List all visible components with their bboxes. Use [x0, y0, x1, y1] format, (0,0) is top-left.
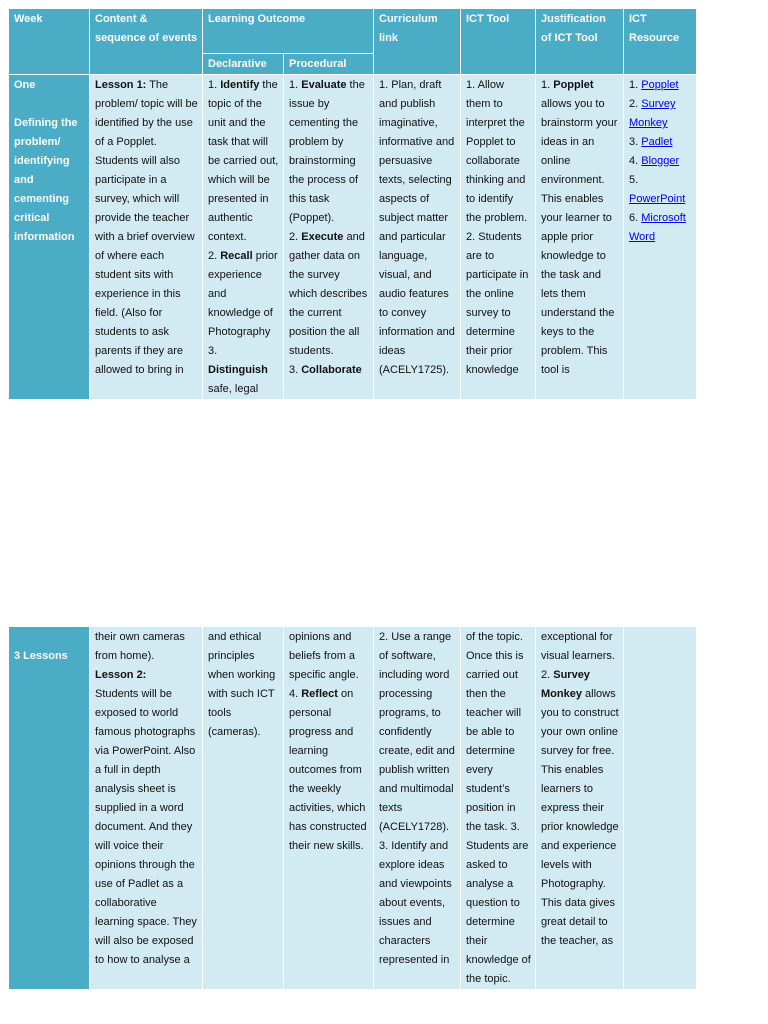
header-week: Week — [9, 9, 90, 75]
procedural-cell-continued — [284, 627, 374, 990]
header-learning-outcome: Learning Outcome — [203, 9, 374, 54]
week-cell-continued — [9, 627, 90, 990]
resource-link-popplet[interactable]: Popplet — [641, 79, 679, 91]
curriculum-cell: 1. Plan, draft and publish imaginative, informative and persuasive texts, selecting aspects of subject matter and particular language, visual, and audio features to convey information and ideas (ACELY1725). — [374, 75, 461, 400]
decl-3-verb: Distinguish — [208, 364, 268, 376]
procedural-cell — [284, 75, 374, 400]
resource-link-microsoft-word[interactable]: Microsoft Word — [629, 212, 686, 243]
resource-link-padlet[interactable]: Padlet — [641, 136, 673, 148]
resource-list — [629, 76, 692, 247]
just-2-text: allows you to construct your own online survey for free. This enables learners to express their prior knowledge and experience levels with Photography. This data gives great detail to the teacher, as — [541, 688, 619, 947]
header-ict-tool: ICT Tool — [461, 9, 536, 75]
just-2-tool: Survey Monkey — [541, 669, 590, 700]
content-cell-continued — [90, 627, 203, 990]
week-lessons-count: 3 Lessons — [14, 650, 68, 662]
lesson-plan-table-top — [8, 8, 697, 400]
proc-continued-text: opinions and beliefs from a specific angle. — [289, 631, 359, 681]
proc-2-num: 2. — [289, 231, 302, 243]
resource-num: 5. — [629, 174, 639, 186]
proc-3-num: 3. — [289, 364, 302, 376]
decl-3-num: 3. — [208, 345, 218, 357]
ict-tool-cell: 1. Allow them to interpret the Popplet to collaborate thinking and to identify the problem. 2. Students are to participate in the online survey to determine their prior knowledge — [461, 75, 536, 400]
resource-num: 2. — [629, 98, 642, 110]
proc-3-verb: Collaborate — [301, 364, 362, 376]
resource-item — [629, 171, 692, 209]
lesson-2-label: Lesson 2: — [95, 669, 147, 681]
just-1-num: 1. — [541, 79, 554, 91]
resource-num: 6. — [629, 212, 642, 224]
declarative-cell — [203, 75, 284, 400]
content-continued-text: their own cameras from home). — [95, 631, 185, 662]
just-1-tool: Popplet — [553, 79, 594, 91]
proc-4-verb: Reflect — [301, 688, 338, 700]
resource-num: 1. — [629, 79, 642, 91]
lesson-2-text: Students will be exposed to world famous photographs via PowerPoint. Also a full in depth analysis sheet is supplied in a word document. And they will voice their opinions through the use of Padlet as a collaborative learning space. They will also be exposed to how to analyse a — [95, 688, 197, 966]
just-1-text: allows you to brainstorm your ideas in an online environment. This enables your learner to apple prior knowledge to the task and lets them understand the keys to the problem. This tool is — [541, 98, 618, 376]
proc-2-verb: Execute — [301, 231, 344, 243]
proc-4-text: on personal progress and learning outcomes from the weekly activities, which has constructed their new skills. — [289, 688, 367, 852]
header-justification: Justification of ICT Tool — [536, 9, 624, 75]
resource-link-powerpoint[interactable]: PowerPoint — [629, 193, 686, 205]
proc-4-num: 4. — [289, 688, 302, 700]
header-ict-resource: ICT Resource — [624, 9, 697, 75]
lesson-1-text: The problem/ topic will be identified by the use of a Popplet. Students will also participate in a survey, which will provide the teacher with a brief overview of where each student sits with experience in this field. (Also for students to ask parents if they are allowed to bring in — [95, 79, 198, 376]
lesson-1-label: Lesson 1: — [95, 79, 147, 91]
header-declarative: Declarative — [203, 54, 284, 75]
week-subtitle: Defining the problem/ identifying and cementing critical information — [14, 117, 78, 243]
proc-2-text: and gather data on the survey which describes the current position the all students. — [289, 231, 368, 357]
lesson-plan-table-continued — [8, 626, 697, 990]
proc-1-text: the issue by cementing the problem by brainstorming the process of this task (Poppet). — [289, 79, 365, 224]
header-procedural: Procedural — [284, 54, 374, 75]
resource-link-survey-monkey[interactable]: Survey Monkey — [629, 98, 676, 129]
resource-item — [629, 152, 692, 171]
resource-num: 3. — [629, 136, 642, 148]
decl-1-num: 1. — [208, 79, 221, 91]
declarative-cell-continued: and ethical principles when working with such ICT tools (cameras). — [203, 627, 284, 990]
decl-1-text: the topic of the unit and the task that will be carried out, which will be presented in authentic context. — [208, 79, 279, 243]
justification-cell — [536, 75, 624, 400]
resource-item — [629, 95, 692, 133]
week-cell — [9, 75, 90, 400]
curriculum-cell-continued: 2. Use a range of software, including word processing programs, to confidently create, edit and publish written and multimodal texts (ACELY1728). 3. Identify and explore ideas and viewpoints about events, issues and characters represented in — [374, 627, 461, 990]
decl-2-num: 2. — [208, 250, 221, 262]
proc-1-verb: Evaluate — [301, 79, 347, 91]
resource-item — [629, 133, 692, 152]
decl-2-verb: Recall — [220, 250, 253, 262]
just-continued-text: exceptional for visual learners. — [541, 631, 615, 662]
week-title: One — [14, 79, 36, 91]
proc-1-num: 1. — [289, 79, 302, 91]
header-content: Content & sequence of events — [90, 9, 203, 75]
ict-tool-cell-continued: of the topic. Once this is carried out then the teacher will be able to determine every student’s position in the task. 3. Students are asked to analyse a question to determine their knowledge of the topic. — [461, 627, 536, 990]
content-cell — [90, 75, 203, 400]
resource-num: 4. — [629, 155, 642, 167]
decl-1-verb: Identify — [220, 79, 260, 91]
ict-resource-cell — [624, 75, 697, 400]
decl-2-text: prior experience and knowledge of Photography — [208, 250, 278, 338]
just-2-num: 2. — [541, 669, 554, 681]
resource-link-blogger[interactable]: Blogger — [641, 155, 680, 167]
resource-item — [629, 209, 692, 247]
justification-cell-continued — [536, 627, 624, 990]
resource-item — [629, 76, 692, 95]
decl-3-text: safe, legal — [208, 383, 259, 395]
ict-resource-cell-continued — [624, 627, 697, 990]
header-curriculum-link: Curriculum link — [374, 9, 461, 75]
